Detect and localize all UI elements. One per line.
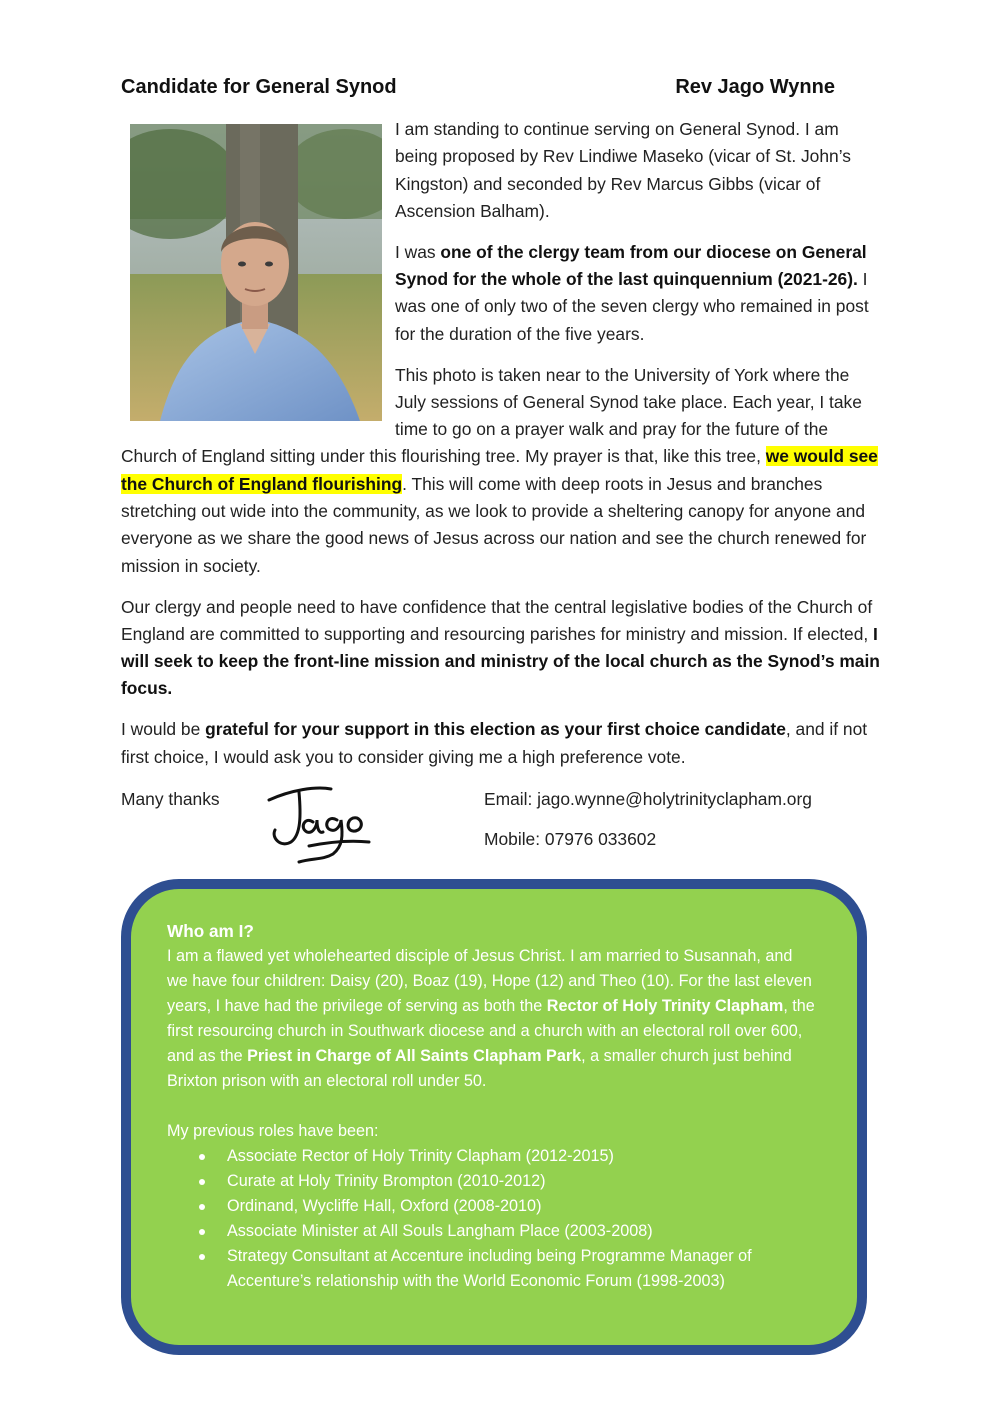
list-item: Associate Minister at All Souls Langham Place (2003-2008) bbox=[167, 1219, 817, 1244]
candidate-name: Rev Jago Wynne bbox=[675, 76, 835, 98]
previous-roles-list bbox=[167, 1144, 817, 1294]
who-am-i-content bbox=[167, 919, 817, 1294]
statement-paragraph-4 bbox=[121, 594, 881, 703]
page-header bbox=[121, 74, 835, 100]
header-left-title: Candidate for General Synod bbox=[121, 76, 397, 98]
contact-email: Email: jago.wynne@holytrinityclapham.org bbox=[484, 789, 812, 809]
statement-bold-text: I will seek to keep the front-line mission and ministry of the local church as the Synod’s main focus. bbox=[121, 623, 880, 699]
list-item: Ordinand, Wycliffe Hall, Oxford (2008-2010) bbox=[167, 1194, 817, 1219]
who-am-i-panel bbox=[121, 879, 867, 1355]
statement-bold-text: one of the clergy team from our diocese on General Synod for the whole of the last quinquennium (2021-26). bbox=[395, 241, 867, 290]
who-text: , the first resourcing church in Southwark diocese and a church with an electoral roll over 600, and as the bbox=[167, 997, 815, 1065]
signature-icon bbox=[261, 780, 373, 866]
candidate-statement bbox=[121, 116, 881, 785]
statement-text: , and if not first choice, I would ask you to consider giving me a high preference vote. bbox=[121, 719, 868, 767]
photo-wrap-space bbox=[121, 116, 395, 434]
who-am-i-title: Who am I? bbox=[167, 921, 254, 941]
statement-text: I am standing to continue serving on General Synod. I am being proposed by Rev Lindiwe Maseko (vicar of St. John’s Kingston) and seconded by Rev Marcus Gibbs (vicar of Ascension Balham). bbox=[395, 119, 851, 221]
statement-text: I was bbox=[395, 241, 441, 262]
statement-text: Our clergy and people need to have confidence that the central legislative bodies of the Church of England are committed to supporting and resourcing parishes for ministry and mission. If elected, bbox=[121, 596, 874, 644]
list-item: Curate at Holy Trinity Brompton (2010-2012) bbox=[167, 1169, 817, 1194]
statement-text: I was one of only two of the seven clergy who remained in post for the duration of the five years. bbox=[395, 269, 869, 344]
who-bold-text: Rector of Holy Trinity Clapham bbox=[546, 997, 784, 1015]
statement-text: I would be bbox=[121, 719, 206, 740]
previous-roles-label: My previous roles have been: bbox=[167, 1122, 379, 1140]
highlighted-prayer-text: we would see the Church of England flourishing bbox=[121, 446, 878, 494]
statement-text: . This will come with deep roots in Jesus and branches stretching out wide into the community, as we look to provide a sheltering canopy for anyone and everyone as we share the good news of Jesus across our nation and see the church renewed for mission in society. bbox=[121, 473, 867, 576]
statement-paragraph-5 bbox=[121, 716, 881, 771]
contact-mobile: Mobile: 07976 033602 bbox=[484, 829, 657, 849]
who-am-i-paragraph bbox=[167, 944, 817, 1094]
who-text: I am a flawed yet wholehearted disciple of Jesus Christ. I am married to Susannah, and we have four children: Daisy (20), Boaz (19), Hope (12) and Theo (10). For the last eleven years, I have had the privilege of serving as both the bbox=[167, 947, 812, 1015]
list-item: Associate Rector of Holy Trinity Clapham (2012-2015) bbox=[167, 1144, 817, 1169]
signoff bbox=[121, 786, 881, 876]
who-text: , a smaller church just behind Brixton prison with an electoral roll under 50. bbox=[167, 1047, 792, 1090]
who-bold-text: Priest in Charge of All Saints Clapham Park bbox=[247, 1047, 582, 1065]
statement-bold-text: grateful for your support in this election as your first choice candidate bbox=[205, 719, 786, 740]
statement-text: This photo is taken near to the University of York where the July sessions of General Synod take place. Each year, I take time to go on a prayer walk and pray for the future of the Church of England sitting under this flourishing tree. My prayer is that, like this tree, bbox=[121, 364, 862, 467]
many-thanks-text: Many thanks bbox=[121, 789, 220, 809]
list-item: Strategy Consultant at Accenture including being Programme Manager of Accenture’s relationship with the World Economic Forum (1998-2003) bbox=[167, 1244, 817, 1294]
